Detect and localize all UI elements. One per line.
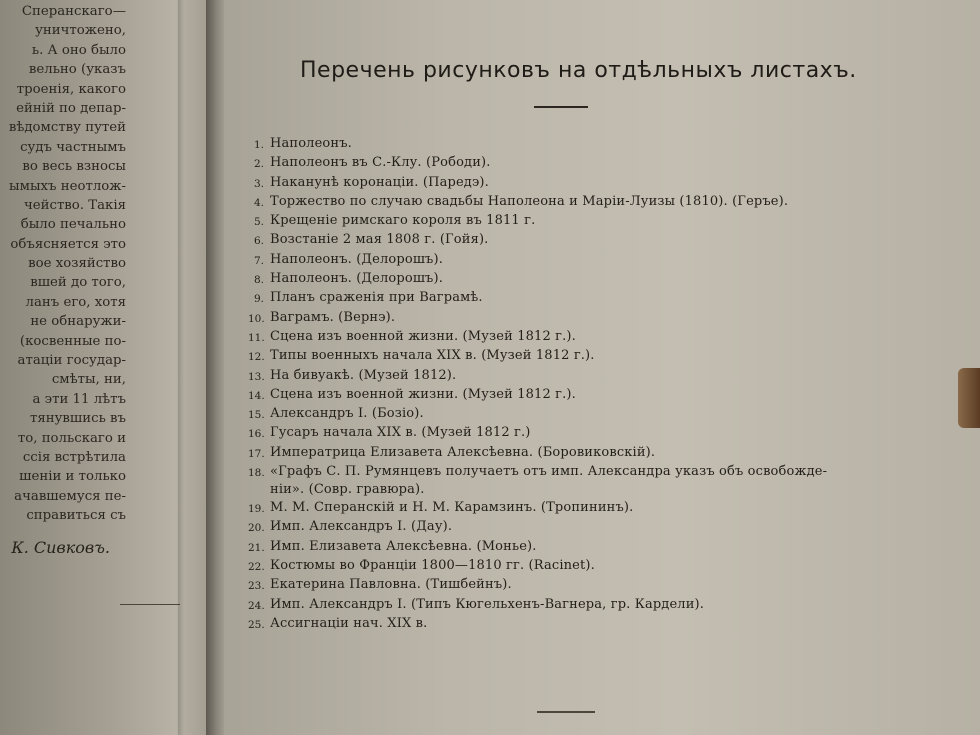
list-item-text: Крещеніе римскаго короля въ 1811 г. (270, 213, 536, 229)
list-item-text: Гусаръ начала XIX в. (Музей 1812 г.) (270, 425, 531, 441)
left-page-line: ь. А оно было (31, 42, 126, 58)
book-gutter (206, 0, 224, 735)
left-page-line: троенія, какого (16, 81, 126, 97)
list-item (248, 444, 888, 463)
left-page (0, 0, 206, 735)
list-item-text: Императрица Елизавета Алексѣевна. (Боровиковскій). (270, 444, 656, 460)
list-item-number: 22. (248, 560, 265, 573)
list-item (248, 251, 888, 270)
list-item-number: 9. (253, 293, 264, 306)
list-item-number: 15. (248, 409, 265, 422)
left-page-line: то, польскаго и (17, 430, 126, 446)
left-page-shadow (178, 0, 184, 735)
left-page-line: атаціи государ- (17, 353, 126, 369)
left-page-line: судъ частнымъ (20, 139, 126, 155)
list-item-text: Ассигнаціи нач. XIX в. (270, 615, 428, 631)
list-item (248, 557, 888, 576)
left-page-line: Сперанскаго— (21, 4, 126, 19)
list-item (248, 289, 888, 308)
list-item-number: 5. (253, 216, 264, 229)
list-item-text: Сцена изъ военной жизни. (Музей 1812 г.). (270, 328, 576, 344)
left-page-line: объясняется это (10, 236, 126, 252)
left-page-line: уничтожено, (35, 23, 126, 39)
list-item-number: 20. (248, 522, 265, 535)
list-item-number: 13. (248, 370, 265, 383)
left-page-line: было печально (20, 217, 126, 233)
list-item (248, 135, 888, 154)
list-item-text: Екатерина Павловна. (Тишбейнъ). (270, 577, 512, 593)
list-item-number: 17. (248, 447, 265, 460)
list-item-number: 12. (248, 351, 265, 364)
list-item-number: 1. (253, 139, 264, 151)
left-page-line: вшей до того, (30, 275, 126, 291)
list-item (248, 463, 888, 499)
list-item-number: 6. (253, 235, 264, 248)
list-item-text: Наполеонъ. (270, 136, 352, 151)
list-item-number: 16. (248, 428, 265, 441)
list-item-number: 21. (248, 541, 265, 554)
left-page-line: вельно (указъ (28, 62, 126, 78)
list-item-text: Александръ I. (Бозіо). (270, 406, 424, 422)
left-page-line: ачавшемуся пе- (14, 488, 126, 504)
list-item-number: 2. (253, 158, 264, 171)
list-item (248, 231, 888, 250)
list-item-text: Наканунѣ коронаціи. (Паредэ). (270, 174, 489, 190)
left-page-line: шеніи и только (19, 469, 126, 485)
list-item (248, 154, 888, 173)
list-item (248, 367, 888, 386)
list-item (248, 538, 888, 557)
list-item-number: 14. (248, 389, 265, 402)
left-page-line: вѣдомству путей (8, 120, 126, 136)
list-item-text: Имп. Александръ I. (Дау). (270, 519, 453, 535)
list-item-number: 8. (253, 274, 264, 287)
list-item (248, 193, 888, 212)
left-page-rule (120, 604, 180, 605)
list-item (248, 405, 888, 424)
list-item-number: 25. (248, 618, 265, 631)
list-item (248, 212, 888, 231)
bottom-rule (537, 711, 595, 713)
list-item-text: Наполеонъ. (Делорошъ). (270, 271, 443, 287)
left-page-line: чейство. Такія (23, 197, 126, 213)
list-item-text: Планъ сраженія при Ваграмѣ. (270, 290, 483, 306)
bookmark-edge (958, 368, 980, 428)
list-item-text: Возстаніе 2 мая 1808 г. (Гойя). (270, 232, 489, 248)
list-item (248, 518, 888, 537)
list-item-number: 7. (253, 254, 264, 267)
illustration-list (248, 135, 888, 634)
left-page-line: смѣты, ни, (51, 372, 126, 388)
list-item-number: 10. (248, 312, 265, 325)
list-item-number: 11. (248, 331, 265, 344)
left-page-line: вое хозяйство (28, 256, 126, 272)
list-item-number: 24. (248, 599, 265, 612)
list-item-text: Имп. Александръ I. (Типъ Кюгельхенъ-Вагнера, гр. Кардели). (270, 596, 705, 612)
list-item (248, 386, 888, 405)
title-rule (534, 106, 588, 108)
list-item-text: На бивуакѣ. (Музей 1812). (270, 367, 457, 383)
list-item-text: Сцена изъ военной жизни. (Музей 1812 г.). (270, 386, 576, 402)
left-page-line: а эти 11 лѣтъ (32, 391, 126, 407)
left-page-line: не обнаружи- (30, 314, 126, 330)
page-title: Перечень рисунковъ на отдѣльныхъ листахъ. (300, 58, 857, 83)
list-item-text: М. М. Сперанскій и Н. М. Карамзинъ. (Тропининъ). (270, 500, 634, 516)
list-item-text: Типы военныхъ начала XIX в. (Музей 1812 г.). (270, 348, 595, 364)
list-item-text: Костюмы во Франціи 1800—1810 гг. (Racinet). (270, 557, 595, 573)
list-item-number: 18. (248, 467, 265, 480)
left-page-line: ейній по депар- (16, 100, 126, 116)
left-page-line: ымыхъ неотлож- (9, 178, 126, 194)
list-item-text: Ваграмъ. (Вернэ). (270, 309, 396, 325)
list-item-number: 23. (248, 580, 265, 593)
list-item-text: Наполеонъ въ С.-Клу. (Рободи). (270, 155, 491, 171)
list-item (248, 347, 888, 366)
list-item-text-continued: ніи». (Совр. гравюра). (270, 482, 425, 498)
list-item (248, 615, 888, 634)
list-item (248, 596, 888, 615)
list-item-number: 19. (248, 503, 265, 516)
list-item (248, 174, 888, 193)
author-signature: К. Сивковъ. (11, 538, 110, 557)
list-item (248, 328, 888, 347)
list-item-text: Наполеонъ. (Делорошъ). (270, 251, 443, 267)
list-item-number: 3. (253, 177, 264, 190)
left-page-line: (косвенные по- (19, 333, 126, 349)
left-page-line: ланъ его, хотя (25, 294, 126, 310)
list-item (248, 576, 888, 595)
list-item (248, 424, 888, 443)
list-item-text: «Графъ С. П. Румянцевъ получаетъ отъ имп. Александра указъ объ освобожде- (270, 464, 828, 480)
list-item (248, 499, 888, 518)
list-item-text: Торжество по случаю свадьбы Наполеона и Маріи-Луизы (1810). (Геръе). (270, 193, 789, 209)
left-page-line: ссія встрѣтила (22, 449, 126, 465)
list-item (248, 270, 888, 289)
left-page-line: тянувшись въ (30, 411, 126, 427)
list-item-text: Имп. Елизавета Алексѣевна. (Монье). (270, 538, 537, 554)
left-page-text (0, 2, 126, 526)
left-page-line: во весь взносы (22, 159, 126, 175)
list-item (248, 309, 888, 328)
left-page-line: справиться съ (26, 508, 126, 524)
list-item-number: 4. (253, 196, 264, 209)
